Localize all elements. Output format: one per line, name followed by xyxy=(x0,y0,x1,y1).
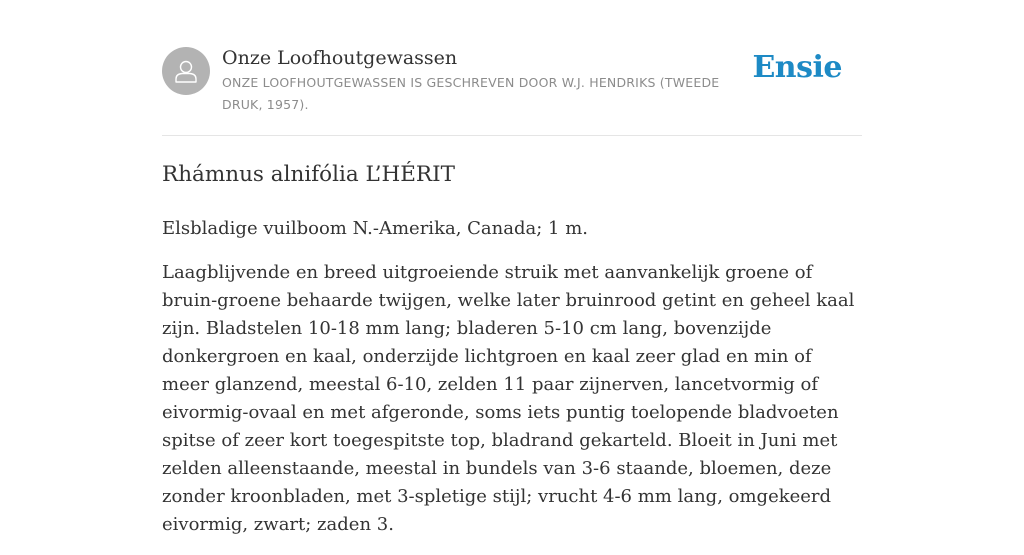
book-info xyxy=(222,45,762,116)
book-subtitle: ONZE LOOFHOUTGEWASSEN IS GESCHREVEN DOOR W.J. HENDRIKS (TWEEDE DRUK, 1957). xyxy=(222,75,720,112)
entry-title: Rhámnus alnifólia L’HÉRIT xyxy=(162,162,455,187)
entry-content xyxy=(162,136,862,539)
page-container xyxy=(162,0,862,555)
avatar[interactable] xyxy=(162,47,210,95)
brand-logo-link[interactable]: Ensie xyxy=(752,50,842,85)
entry-paragraph: Elsbladige vuilboom N.-Amerika, Canada; 1 m. xyxy=(162,218,588,239)
book-title[interactable]: Onze Loofhoutgewassen xyxy=(222,47,458,69)
book-header xyxy=(162,0,862,136)
entry-paragraph: Laagblijvende en breed uitgroeiende struik met aanvankelijk groene of bruin-groene behaarde twijgen, welke later bruinrood getint en geheel kaal zijn. Bladstelen 10-18 mm lang; bladeren 5-10 cm lang, bovenzijde donkergroen en kaal, onderzijde lichtgroen en kaal zeer glad en min of meer glanzend, meestal 6-10, zelden 11 paar zijnerven, lancetvormig of eivormig-ovaal en met afgeronde, soms iets puntig toelopende bladvoeten spitse of zeer kort toegespitste top, bladrand gekarteld. Bloeit in Juni met zelden alleenstaande, meestal in bundels van 3-6 staande, bloemen, deze zonder kroonbladen, met 3-spletige stijl; vrucht 4-6 mm lang, omgekeerd eivormig, zwart; zaden 3. xyxy=(162,262,855,535)
user-placeholder-icon xyxy=(172,57,200,85)
